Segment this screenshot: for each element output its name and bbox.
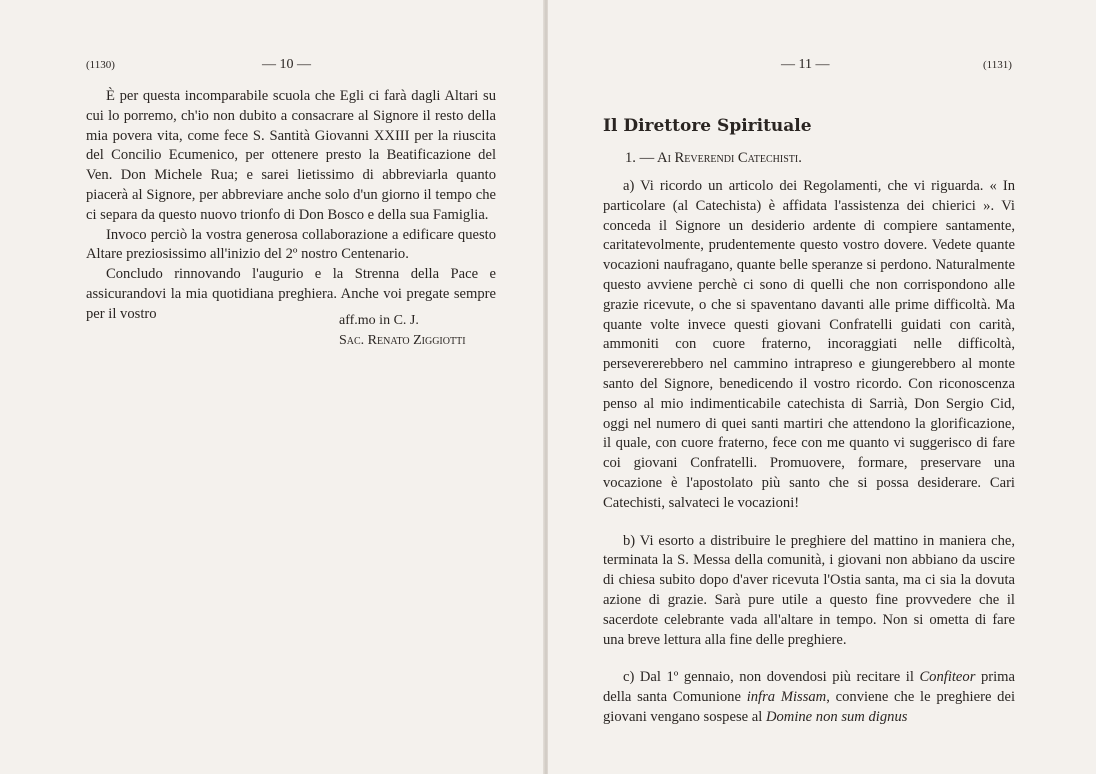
subsection-heading: 1. — Ai Reverendi Catechisti.: [625, 150, 802, 166]
paragraph-c-text-1: c) Dal 1º gennaio, non dovendosi più recitare il: [623, 669, 920, 686]
left-page: [0, 0, 545, 774]
left-paragraph-3: Concludo rinnovando l'augurio e la Strenna della Pace e assicurandovi la mia quotidiana preghiera. Anche voi pregate sempre per il vostro: [86, 266, 496, 322]
right-page-ref: (1131): [983, 59, 1012, 71]
left-body-text: [86, 87, 496, 325]
paragraph-c-text-2: prima della santa Comunione: [603, 669, 1015, 706]
right-page-number: — 11 —: [781, 57, 830, 72]
right-body-text: [603, 177, 1015, 728]
paragraph-c-italic-2: infra Missam: [746, 689, 827, 706]
section-title: Il Direttore Spirituale: [603, 116, 812, 136]
paragraph-b: b) Vi esorto a distribuire le preghiere del mattino in maniera che, terminata la S. Messa della comunità, i giovani non abbiano da uscire di chiesa subito dopo d'aver ricevuta l'Ostia santa, ma ci sia la dovuta azione di grazie. Sarà pure utile a questo fine provvedere che il sacerdote celebrante vada all'altare in tempo. Non si ometta di fare una breve lettura alla fine delle preghiere.: [603, 532, 1015, 648]
left-header: [0, 56, 545, 74]
paragraph-c-italic-1: Confiteor: [919, 669, 976, 686]
signature: Sac. Renato Ziggiotti: [339, 333, 466, 348]
paragraph-c-text-3: , conviene che le preghiere dei giovani vengano sospese al: [603, 689, 1015, 725]
paragraph-c-italic-3: Domine non sum dignus: [765, 708, 908, 725]
paragraph-c: [603, 668, 1015, 727]
closing-line: aff.mo in C. J.: [339, 313, 419, 328]
left-paragraph-2: Invoco perciò la vostra generosa collaborazione a edificare questo Altare preziosissimo all'inizio del 2º nostro Centenario.: [86, 226, 496, 263]
right-header: [548, 56, 1096, 74]
paragraph-a: a) Vi ricordo un articolo dei Regolamenti, che vi riguarda. « In particolare (al Catechista) è affidata l'assistenza dei chierici ». Vi conceda il Signore un desiderio ardente di compiere santamente, caritatevolmente, prudentemente questo vostro dovere. Vedete quante vocazioni naufragano, quante belle speranze si perdono. Naturalmente questo avviene perchè ci sono di quelli che non corrispondono alle grazie ricevute, o che si spaventano davanti alle prime difficoltà. Ma quante volte invece questi giovani Confratelli guidati con carità, ammoniti con cuore fraterno, incoraggiati nelle difficoltà, persevererebbero nel cammino intrapreso e giungerebbero al monte santo del Signore, benedicendo il vostro ricordo. Con riconoscenza penso al mio indimenticabile catechista di Sarrià, Don Sergio Cid, oggi nel numero di quei santi martiri che attendono la glorificazione, il quale, con cuore fraterno, fece con me quanto vi suggerisco di fare coi giovani Confratelli. Promuovere, formare, preservare una vocazione è l'apostolato più santo che si possa desiderare. Cari Catechisti, salvateci le vocazioni!: [603, 178, 1015, 511]
left-page-ref: (1130): [86, 59, 115, 71]
right-page: [548, 0, 1096, 774]
left-page-number: — 10 —: [262, 57, 311, 72]
left-paragraph-1: È per questa incomparabile scuola che Egli ci farà dagli Altari su cui lo porremo, ch'io non dubito a consacrare al Signore il resto della mia povera vita, come fece S. Santità Giovanni XXIII per la riuscita del Concilio Ecumenico, per ottenere presto la Beatificazione del Ven. Don Michele Rua; e sarei lietissimo di abbreviarla quanto piacerà al Signore, per abbreviare anche solo d'un giorno il tempo che ci separa da questo nuovo trionfo di Don Bosco e della sua Famiglia.: [86, 88, 496, 223]
